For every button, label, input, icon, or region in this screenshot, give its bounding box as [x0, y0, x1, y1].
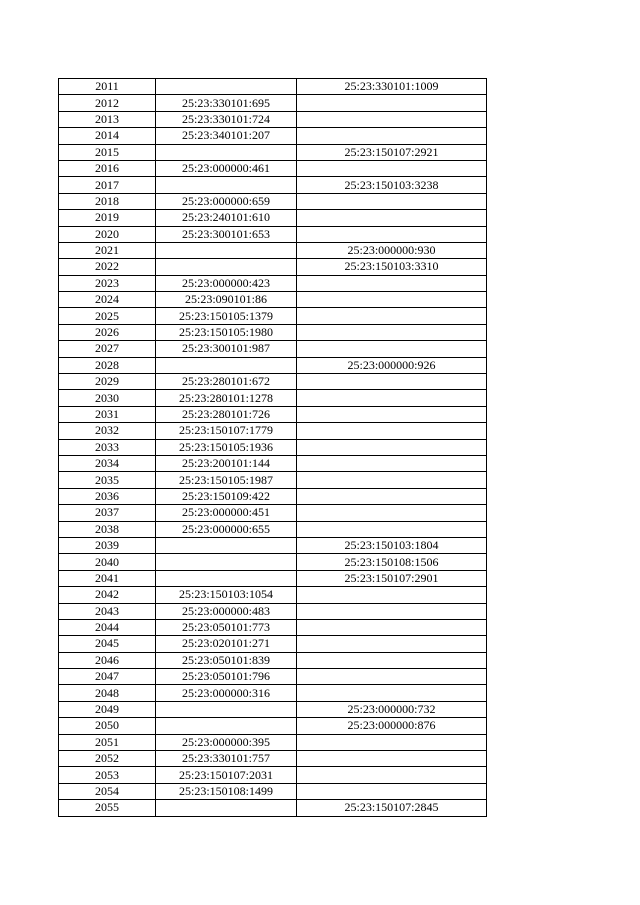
cadastral-number-cell-a: 25:23:000000:483: [156, 603, 297, 619]
cadastral-number-cell-b: [297, 390, 487, 406]
cadastral-number-cell-a: [156, 259, 297, 275]
cadastral-number-cell-b: 25:23:150107:2845: [297, 800, 487, 816]
cadastral-number-cell-a: 25:23:340101:207: [156, 128, 297, 144]
table-row: [59, 505, 487, 521]
cadastral-number-cell-a: 25:23:280101:1278: [156, 390, 297, 406]
cadastral-number-cell-b: [297, 734, 487, 750]
cadastral-number-cell-b: [297, 275, 487, 291]
row-number-cell: 2047: [59, 669, 156, 685]
table-row: [59, 111, 487, 127]
table-row: [59, 800, 487, 816]
row-number-cell: 2039: [59, 537, 156, 553]
cadastral-number-cell-b: [297, 685, 487, 701]
row-number-cell: 2052: [59, 751, 156, 767]
cadastral-number-cell-b: [297, 111, 487, 127]
row-number-cell: 2031: [59, 406, 156, 422]
cadastral-number-cell-a: 25:23:280101:726: [156, 406, 297, 422]
cadastral-number-cell-b: [297, 767, 487, 783]
row-number-cell: 2038: [59, 521, 156, 537]
cadastral-number-cell-a: 25:23:090101:86: [156, 292, 297, 308]
row-number-cell: 2040: [59, 554, 156, 570]
row-number-cell: 2051: [59, 734, 156, 750]
cadastral-number-cell-a: 25:23:330101:724: [156, 111, 297, 127]
cadastral-number-cell-a: 25:23:330101:695: [156, 95, 297, 111]
cadastral-number-cell-a: [156, 800, 297, 816]
row-number-cell: 2053: [59, 767, 156, 783]
row-number-cell: 2013: [59, 111, 156, 127]
cadastral-number-cell-b: [297, 783, 487, 799]
cadastral-number-cell-b: 25:23:000000:876: [297, 718, 487, 734]
cadastral-number-cell-a: 25:23:280101:672: [156, 374, 297, 390]
cadastral-number-cell-a: 25:23:240101:610: [156, 210, 297, 226]
cadastral-number-cell-b: [297, 210, 487, 226]
row-number-cell: 2044: [59, 619, 156, 635]
table-row: [59, 160, 487, 176]
row-number-cell: 2041: [59, 570, 156, 586]
table-row: [59, 554, 487, 570]
row-number-cell: 2048: [59, 685, 156, 701]
cadastral-number-cell-b: [297, 341, 487, 357]
table-row: [59, 128, 487, 144]
cadastral-number-cell-b: 25:23:150107:2901: [297, 570, 487, 586]
cadastral-number-cell-a: [156, 718, 297, 734]
row-number-cell: 2018: [59, 193, 156, 209]
row-number-cell: 2017: [59, 177, 156, 193]
cadastral-number-cell-a: 25:23:050101:773: [156, 619, 297, 635]
cadastral-number-cell-a: 25:23:050101:839: [156, 652, 297, 668]
cadastral-number-cell-a: [156, 537, 297, 553]
cadastral-number-cell-b: [297, 292, 487, 308]
cadastral-number-cell-b: [297, 455, 487, 471]
row-number-cell: 2035: [59, 472, 156, 488]
table-row: [59, 521, 487, 537]
cadastral-number-cell-a: [156, 701, 297, 717]
cadastral-number-cell-b: [297, 587, 487, 603]
cadastral-number-cell-a: [156, 79, 297, 95]
table-row: [59, 341, 487, 357]
table-row: [59, 423, 487, 439]
cadastral-number-table: [58, 78, 487, 817]
cadastral-number-cell-a: 25:23:000000:316: [156, 685, 297, 701]
cadastral-number-cell-a: 25:23:150107:2031: [156, 767, 297, 783]
table-row: [59, 685, 487, 701]
table-row: [59, 390, 487, 406]
table-row: [59, 275, 487, 291]
table-row: [59, 701, 487, 717]
row-number-cell: 2025: [59, 308, 156, 324]
cadastral-number-cell-a: [156, 144, 297, 160]
row-number-cell: 2012: [59, 95, 156, 111]
cadastral-number-cell-a: 25:23:300101:987: [156, 341, 297, 357]
cadastral-number-cell-a: 25:23:200101:144: [156, 455, 297, 471]
row-number-cell: 2033: [59, 439, 156, 455]
row-number-cell: 2011: [59, 79, 156, 95]
table-row: [59, 603, 487, 619]
row-number-cell: 2023: [59, 275, 156, 291]
table-row: [59, 455, 487, 471]
table-row: [59, 537, 487, 553]
cadastral-number-cell-b: 25:23:150103:3238: [297, 177, 487, 193]
cadastral-number-cell-b: [297, 521, 487, 537]
cadastral-number-cell-b: [297, 439, 487, 455]
cadastral-number-cell-a: 25:23:150108:1499: [156, 783, 297, 799]
row-number-cell: 2020: [59, 226, 156, 242]
cadastral-number-cell-b: [297, 505, 487, 521]
cadastral-number-cell-a: 25:23:150107:1779: [156, 423, 297, 439]
cadastral-number-cell-a: 25:23:300101:653: [156, 226, 297, 242]
table-row: [59, 374, 487, 390]
table-row: [59, 751, 487, 767]
table-row: [59, 226, 487, 242]
cadastral-number-cell-b: [297, 751, 487, 767]
table-row: [59, 324, 487, 340]
cadastral-number-cell-a: 25:23:000000:451: [156, 505, 297, 521]
row-number-cell: 2042: [59, 587, 156, 603]
table-row: [59, 95, 487, 111]
row-number-cell: 2054: [59, 783, 156, 799]
row-number-cell: 2049: [59, 701, 156, 717]
row-number-cell: 2050: [59, 718, 156, 734]
table-row: [59, 259, 487, 275]
cadastral-number-cell-b: [297, 619, 487, 635]
table-row: [59, 619, 487, 635]
row-number-cell: 2021: [59, 242, 156, 258]
table-row: [59, 587, 487, 603]
row-number-cell: 2030: [59, 390, 156, 406]
row-number-cell: 2034: [59, 455, 156, 471]
cadastral-number-cell-a: 25:23:000000:655: [156, 521, 297, 537]
cadastral-number-cell-b: [297, 636, 487, 652]
cadastral-number-cell-b: 25:23:330101:1009: [297, 79, 487, 95]
cadastral-number-cell-b: 25:23:000000:926: [297, 357, 487, 373]
cadastral-number-cell-a: 25:23:020101:271: [156, 636, 297, 652]
cadastral-number-cell-b: [297, 374, 487, 390]
row-number-cell: 2016: [59, 160, 156, 176]
cadastral-number-cell-b: [297, 226, 487, 242]
row-number-cell: 2026: [59, 324, 156, 340]
cadastral-number-cell-a: 25:23:150109:422: [156, 488, 297, 504]
row-number-cell: 2029: [59, 374, 156, 390]
cadastral-number-cell-b: 25:23:150103:3310: [297, 259, 487, 275]
table-row: [59, 242, 487, 258]
cadastral-number-cell-a: 25:23:150105:1379: [156, 308, 297, 324]
row-number-cell: 2014: [59, 128, 156, 144]
table-row: [59, 472, 487, 488]
cadastral-number-cell-b: 25:23:000000:930: [297, 242, 487, 258]
cadastral-number-cell-b: [297, 472, 487, 488]
row-number-cell: 2043: [59, 603, 156, 619]
row-number-cell: 2037: [59, 505, 156, 521]
cadastral-number-cell-b: [297, 308, 487, 324]
cadastral-number-cell-b: [297, 488, 487, 504]
cadastral-number-cell-a: [156, 242, 297, 258]
cadastral-number-cell-b: 25:23:150107:2921: [297, 144, 487, 160]
table-row: [59, 636, 487, 652]
cadastral-number-cell-a: [156, 177, 297, 193]
table-row: [59, 734, 487, 750]
table-body: [59, 79, 487, 817]
table-row: [59, 669, 487, 685]
table-row: [59, 177, 487, 193]
cadastral-number-cell-b: 25:23:000000:732: [297, 701, 487, 717]
table-row: [59, 308, 487, 324]
cadastral-number-cell-a: 25:23:000000:659: [156, 193, 297, 209]
row-number-cell: 2036: [59, 488, 156, 504]
cadastral-number-cell-b: [297, 652, 487, 668]
table-row: [59, 783, 487, 799]
cadastral-number-cell-b: 25:23:150103:1804: [297, 537, 487, 553]
cadastral-number-cell-b: [297, 669, 487, 685]
cadastral-number-cell-b: [297, 95, 487, 111]
table-row: [59, 292, 487, 308]
table-row: [59, 488, 487, 504]
row-number-cell: 2015: [59, 144, 156, 160]
cadastral-number-cell-a: 25:23:000000:423: [156, 275, 297, 291]
cadastral-number-cell-a: 25:23:000000:395: [156, 734, 297, 750]
table-row: [59, 144, 487, 160]
cadastral-number-cell-a: 25:23:000000:461: [156, 160, 297, 176]
table-row: [59, 718, 487, 734]
table-row: [59, 767, 487, 783]
row-number-cell: 2022: [59, 259, 156, 275]
row-number-cell: 2045: [59, 636, 156, 652]
row-number-cell: 2024: [59, 292, 156, 308]
row-number-cell: 2019: [59, 210, 156, 226]
cadastral-number-cell-a: 25:23:150105:1987: [156, 472, 297, 488]
row-number-cell: 2055: [59, 800, 156, 816]
cadastral-number-cell-a: [156, 554, 297, 570]
table-row: [59, 406, 487, 422]
table-row: [59, 357, 487, 373]
cadastral-number-cell-b: [297, 160, 487, 176]
cadastral-number-cell-a: 25:23:150105:1936: [156, 439, 297, 455]
cadastral-number-cell-a: 25:23:150103:1054: [156, 587, 297, 603]
cadastral-number-cell-b: [297, 406, 487, 422]
cadastral-number-cell-b: [297, 603, 487, 619]
cadastral-number-cell-a: 25:23:050101:796: [156, 669, 297, 685]
table-row: [59, 570, 487, 586]
cadastral-number-cell-b: [297, 128, 487, 144]
table-row: [59, 210, 487, 226]
cadastral-number-cell-b: 25:23:150108:1506: [297, 554, 487, 570]
row-number-cell: 2027: [59, 341, 156, 357]
cadastral-number-cell-a: 25:23:330101:757: [156, 751, 297, 767]
table-row: [59, 79, 487, 95]
cadastral-number-cell-a: [156, 357, 297, 373]
cadastral-number-cell-b: [297, 423, 487, 439]
table-row: [59, 652, 487, 668]
cadastral-number-cell-b: [297, 324, 487, 340]
table-row: [59, 439, 487, 455]
cadastral-number-cell-b: [297, 193, 487, 209]
cadastral-number-cell-a: [156, 570, 297, 586]
row-number-cell: 2028: [59, 357, 156, 373]
row-number-cell: 2032: [59, 423, 156, 439]
row-number-cell: 2046: [59, 652, 156, 668]
cadastral-number-cell-a: 25:23:150105:1980: [156, 324, 297, 340]
table-row: [59, 193, 487, 209]
